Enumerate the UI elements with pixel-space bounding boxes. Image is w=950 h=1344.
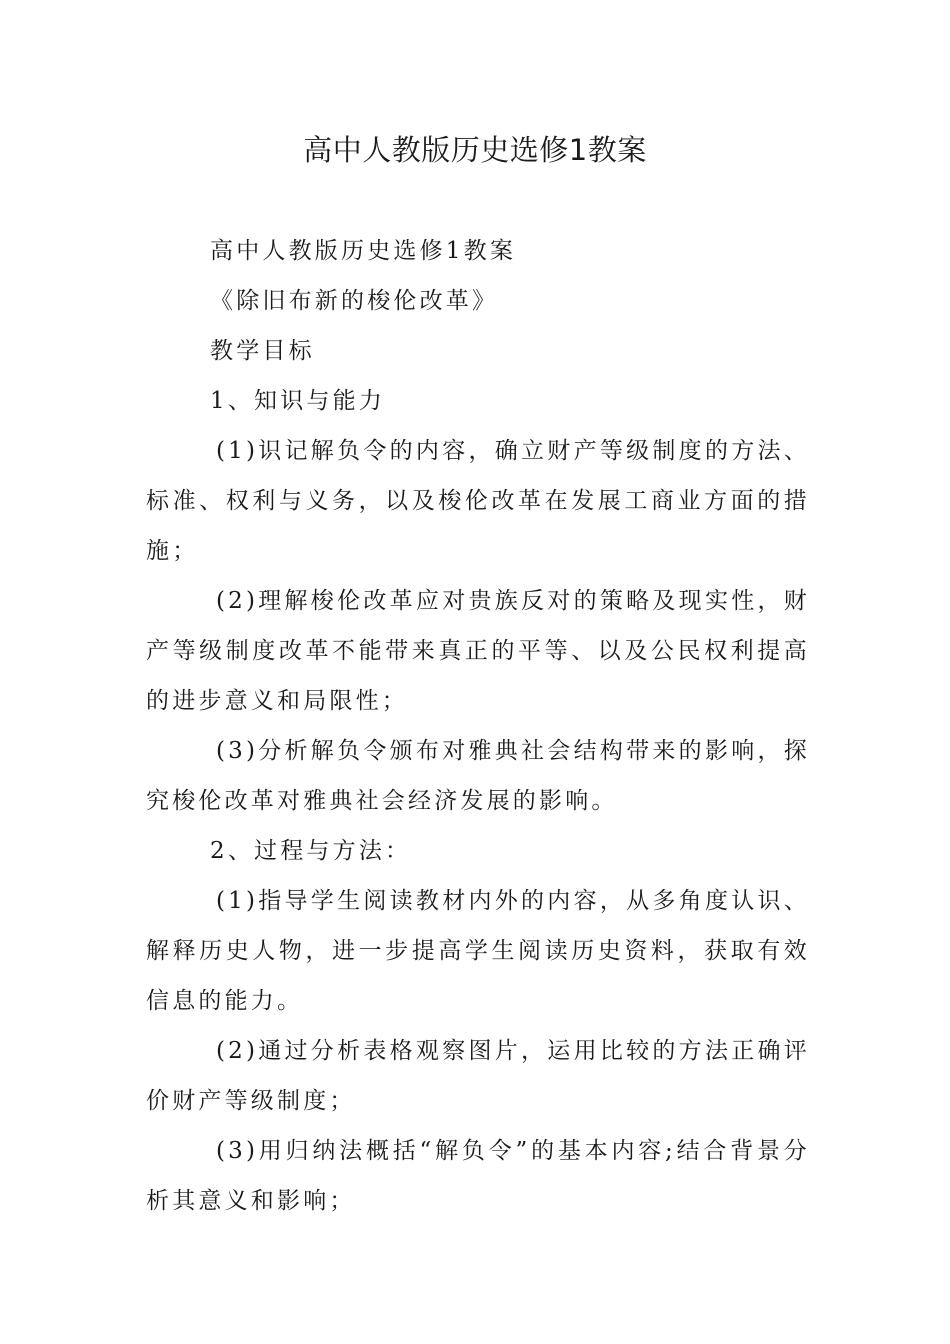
subtitle-paragraph: 高中人教版历史选修1教案 — [210, 238, 517, 264]
lesson-title-paragraph: 《除旧布新的梭伦改革》 — [210, 288, 499, 314]
objective-paragraph: (1)指导学生阅读教材内外的内容，从多角度认识、解释历史人物，进一步提高学生阅读历史资料，获取有效信息的能力。 — [146, 888, 810, 1014]
section-heading-knowledge: 1、知识与能力 — [210, 388, 386, 414]
section-heading-process: 2、过程与方法： — [210, 838, 412, 864]
objective-paragraph: (3)分析解负令颁布对雅典社会结构带来的影响，探究梭伦改革对雅典社会经济发展的影响。 — [146, 738, 810, 814]
objective-paragraph: (1)识记解负令的内容，确立财产等级制度的方法、标准、权利与义务，以及梭伦改革在发展工商业方面的措施； — [146, 438, 810, 564]
document-title: 高中人教版历史选修1教案 — [303, 133, 647, 167]
document-body — [146, 226, 810, 1226]
section-heading-objectives: 教学目标 — [210, 338, 315, 364]
objective-paragraph: (2)理解梭伦改革应对贵族反对的策略及现实性，财产等级制度改革不能带来真正的平等、以及公民权利提高的进步意义和局限性； — [146, 588, 810, 714]
objective-paragraph: (3)用归纳法概括“解负令”的基本内容;结合背景分析其意义和影响； — [146, 1138, 810, 1214]
objective-paragraph: (2)通过分析表格观察图片，运用比较的方法正确评价财产等级制度； — [146, 1038, 810, 1114]
